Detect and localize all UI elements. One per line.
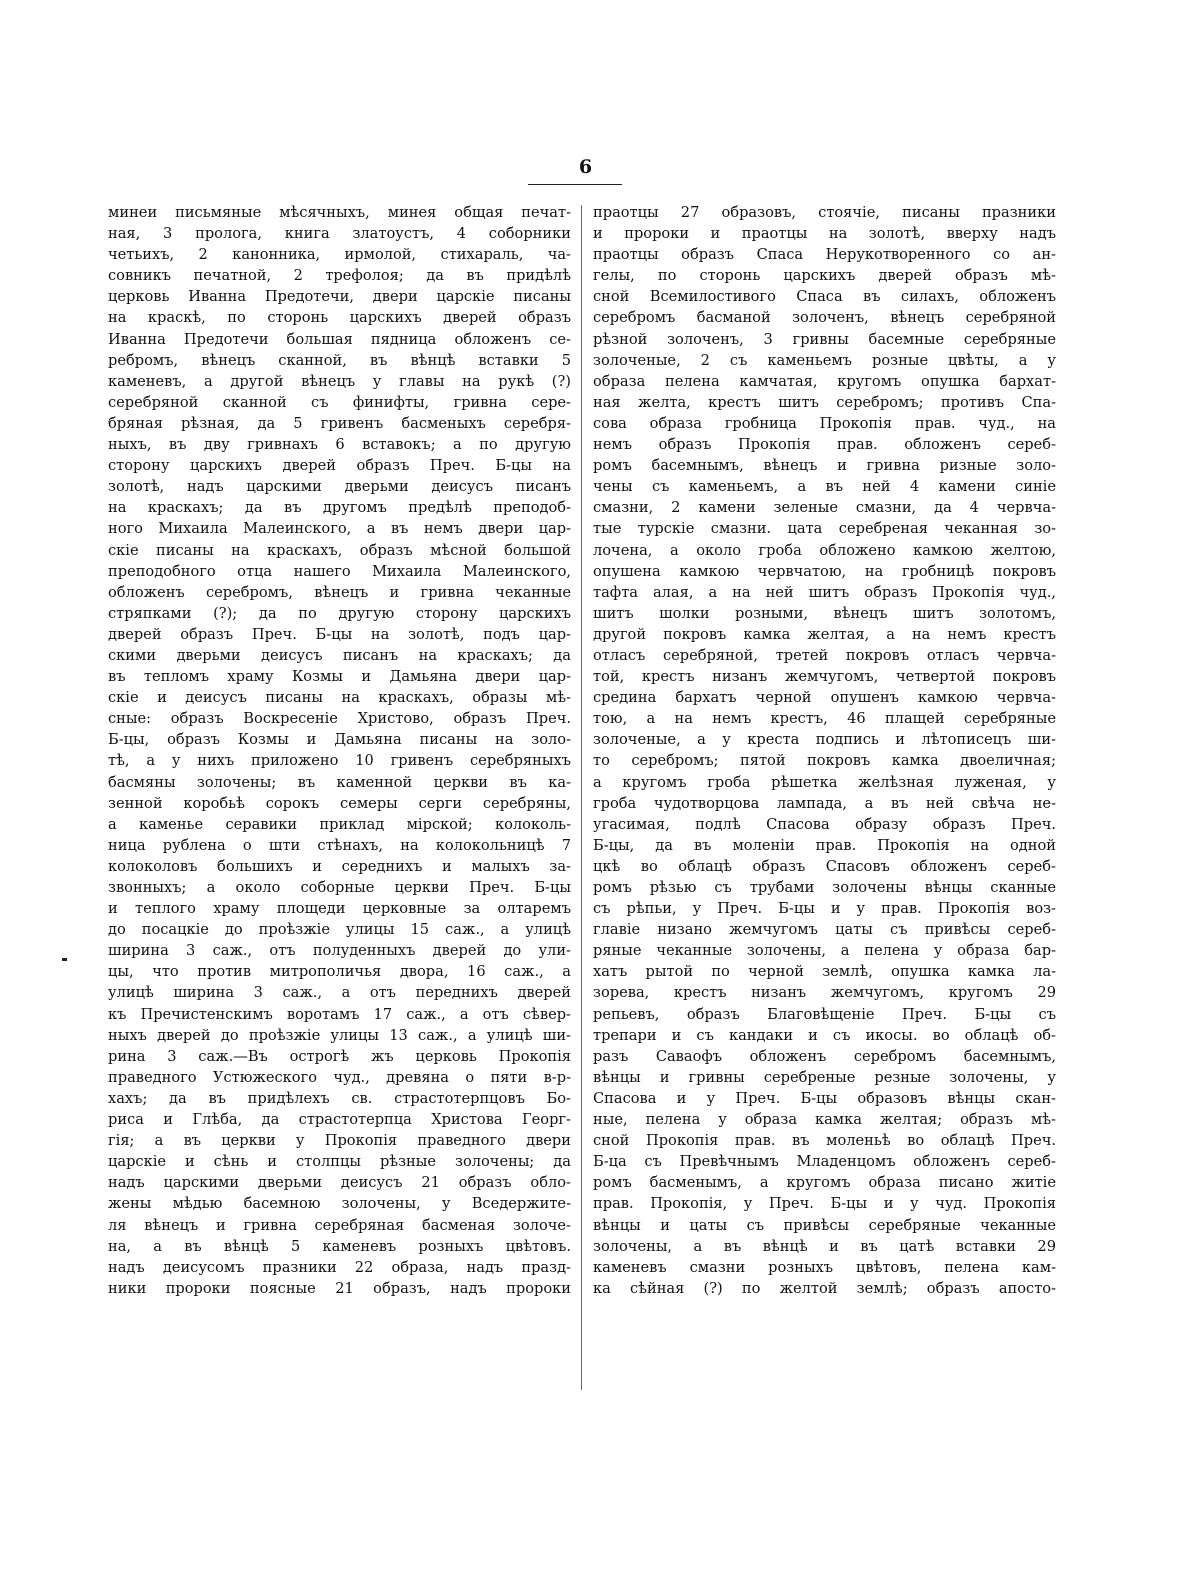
text-line: съ рѣпьи, у Преч. Б-цы и у прав. Прокопія воз- [593,900,1056,918]
left-column [108,202,571,1299]
text-line: тою, а на немъ крестъ, 46 плащей серебряные [593,710,1056,728]
text-line: скіе и деисусъ писаны на краскахъ, образы мѣ- [108,689,571,707]
text-line: а каменье серавики приклад мірской; колоколь- [108,815,571,833]
text-line: звонныхъ; а около соборные церкви Преч. Б-цы [108,879,571,896]
text-line: опушена камкою червчатою, на гробницѣ покровъ [593,562,1056,580]
text-line: басмяны золочены; въ каменной церкви въ ка- [108,773,571,791]
text-line: праотцы 27 образовъ, стоячіе, писаны празники [593,204,1056,221]
text-line: ромъ басемнымъ, вѣнецъ и гривна ризные золо- [593,457,1056,475]
text-line: рина 3 саж.—Въ острогѣ жъ церковь Прокопія [108,1047,571,1065]
text-line: тѣ, а у нихъ приложено 10 гривенъ серебряныхъ [108,752,571,770]
text-line: главіе низано жемчугомъ цаты съ привѣсы сереб- [593,921,1056,939]
text-line: и пророки и праотцы на золотѣ, вверху надъ [593,225,1056,243]
text-line: минеи письмяные мѣсячныхъ, минея общая печат- [108,204,571,221]
text-line: немъ образъ Прокопія прав. обложенъ сереб- [593,436,1056,454]
text-line: и теплого храму площеди церковные за олтаремъ [108,900,571,918]
text-line: бряная рѣзная, да 5 гривенъ басменыхъ серебря- [108,414,571,432]
text-line: каменевъ, а другой вѣнецъ у главы на рукѣ (?) [108,372,571,390]
text-line: разъ Саваофъ обложенъ серебромъ басемнымъ, [593,1047,1056,1065]
text-line: церковь Иванна Предотечи, двери царскіе писаны [108,288,571,306]
text-line: отласъ серебряной, третей покровъ отласъ червча- [593,646,1056,664]
text-line: ширина 3 саж., отъ полуденныхъ дверей до ули- [108,942,571,960]
text-line: къ Пречистенскимъ воротамъ 17 саж., а отъ сѣвер- [108,1005,571,1023]
text-line: репьевъ, образъ Благовѣщеніе Преч. Б-цы съ [593,1005,1056,1023]
text-line: на, а въ вѣнцѣ 5 каменевъ розныхъ цвѣтовъ. [108,1237,571,1255]
text-line: гія; а въ церкви у Прокопія праведного двери [108,1132,571,1150]
text-line: Спасова и у Преч. Б-цы образовъ вѣнцы скан- [593,1089,1056,1107]
text-line: ная, 3 пролога, книга златоустъ, 4 соборники [108,225,571,243]
text-line: риса и Глѣба, да страстотерпца Христова Георг- [108,1111,571,1129]
text-line: преподобного отца нашего Михаила Малеинского, [108,562,571,580]
text-line: хахъ; да въ придѣлехъ св. страстотерпцовъ Бо- [108,1089,571,1107]
text-line: до посацкіе до проѣзжіе улицы 15 саж., а улицѣ [108,921,571,939]
text-line: колоколовъ большихъ и середнихъ и малыхъ за- [108,857,571,875]
text-line: улицѣ ширина 3 саж., а отъ переднихъ дверей [108,984,571,1002]
text-line: ныхъ дверей до проѣзжіе улицы 13 саж., а улицѣ ши- [108,1026,571,1044]
header-rule [528,184,622,185]
text-line: прав. Прокопія, у Преч. Б-цы и у чуд. Прокопія [593,1195,1056,1213]
text-line: лочена, а около гроба обложено камкою желтою, [593,541,1056,559]
column-divider [581,205,582,1390]
text-line: Иванна Предотечи большая пядница обложенъ се- [108,330,571,348]
text-line: въ тепломъ храму Козмы и Дамьяна двери цар- [108,668,571,686]
text-line: Б-цы, да въ моленіи прав. Прокопія на одной [593,836,1056,854]
text-line: трепари и съ кандаки и съ икосы. во облацѣ об- [593,1026,1056,1044]
margin-mark [62,958,67,961]
text-line: жены мѣдью басемною золочены, у Вседержите- [108,1195,571,1213]
text-line: сной Прокопія прав. въ моленьѣ во облацѣ Преч. [593,1132,1056,1150]
text-line: золотѣ, надъ царскими дверьми деисусъ писанъ [108,478,571,496]
text-line: ные, пелена у образа камка желтая; образъ мѣ- [593,1111,1056,1129]
text-line: стряпками (?); да по другую сторону царскихъ [108,604,571,622]
text-line: цкѣ во облацѣ образъ Спасовъ обложенъ сереб- [593,857,1056,875]
text-line: каменевъ смазни розныхъ цвѣтовъ, пелена кам- [593,1258,1056,1276]
text-line: ромъ рѣзью съ трубами золочены вѣнцы сканные [593,879,1056,896]
text-line: золочены, а въ вѣнцѣ и въ цатѣ вставки 29 [593,1237,1056,1255]
text-line: серебромъ басманой золоченъ, вѣнецъ серебряной [593,309,1056,327]
text-line: той, крестъ низанъ жемчугомъ, четвертой покровъ [593,668,1056,686]
page-number-text: 6 [578,156,593,178]
text-line: ныхъ, въ дву гривнахъ 6 вставокъ; а по другую [108,436,571,454]
text-line: образа пелена камчатая, кругомъ опушка бархат- [593,372,1056,390]
text-line: рѣзной золоченъ, 3 гривны басемные серебряные [593,330,1056,348]
text-line: царскіе и сѣнь и столпцы рѣзные золочены; да [108,1153,571,1171]
text-line: четьихъ, 2 канонника, ирмолой, стихараль, ча- [108,246,571,264]
text-line: совникъ печатной, 2 трефолоя; да въ придѣлѣ [108,267,571,285]
text-line: ница рублена о шти стѣнахъ, на колокольницѣ 7 [108,836,571,854]
text-line: угасимая, подлѣ Спасова образу образъ Преч. [593,815,1056,833]
text-line: ряные чеканные золочены, а пелена у образа бар- [593,942,1056,960]
text-line: а кругомъ гроба рѣшетка желѣзная луженая, у [593,773,1056,791]
text-line: скими дверьми деисусъ писанъ на краскахъ; да [108,646,571,664]
right-column [593,202,1056,1299]
text-line: дверей образъ Преч. Б-цы на золотѣ, подъ цар- [108,625,571,643]
text-line: на краскахъ; да въ другомъ предѣлѣ преподоб- [108,499,571,517]
text-line: на краскѣ, по сторонь царскихъ дверей образъ [108,309,571,327]
text-line: тые турскіе смазни. цата серебреная чеканная зо- [593,520,1056,538]
text-line: серебряной сканной съ финифты, гривна сере- [108,393,571,411]
text-line: ребромъ, вѣнецъ сканной, въ вѣнцѣ вставки 5 [108,351,571,369]
text-line: надъ царскими дверьми деисусъ 21 образъ обло- [108,1174,571,1192]
text-line: Б-цы, образъ Козмы и Дамьяна писаны на золо- [108,731,571,749]
text-line: средина бархатъ черной опушенъ камкою червча- [593,689,1056,707]
text-line: тафта алая, а на ней шитъ образъ Прокопія чуд., [593,583,1056,601]
text-line: ного Михаила Малеинского, а въ немъ двери цар- [108,520,571,538]
text-line: цы, что против митрополичья двора, 16 саж., а [108,963,571,981]
text-line: сторону царскихъ дверей образъ Преч. Б-цы на [108,457,571,475]
text-line: зенной коробьѣ сорокъ семеры серги серебряны, [108,794,571,812]
text-line: вѣнцы и гривны серебреные резные золочены, у [593,1068,1056,1086]
text-line: ная желта, крестъ шитъ серебромъ; противъ Спа- [593,393,1056,411]
text-line: другой покровъ камка желтая, а на немъ крестъ [593,625,1056,643]
text-line: золоченые, 2 съ каменьемъ розные цвѣты, а у [593,351,1056,369]
text-line: Б-ца съ Превѣчнымъ Младенцомъ обложенъ сереб- [593,1153,1056,1171]
text-line: праотцы образъ Спаса Нерукотворенного со ан- [593,246,1056,264]
text-line: вѣнцы и цаты съ привѣсы серебряные чеканные [593,1216,1056,1234]
text-line: зорева, крестъ низанъ жемчугомъ, кругомъ 29 [593,984,1056,1002]
text-line: чены съ каменьемъ, а въ ней 4 камени синіе [593,478,1056,496]
text-line: праведного Устюжеского чуд., древяна о пяти в-р- [108,1068,571,1086]
text-line: шитъ шолки розными, вѣнецъ шитъ золотомъ, [593,604,1056,622]
text-line: ромъ басменымъ, а кругомъ образа писано житіе [593,1174,1056,1192]
text-line: гроба чудотворцова лампада, а въ ней свѣча не- [593,794,1056,812]
text-line: сной Всемилостивого Спаса въ силахъ, обложенъ [593,288,1056,306]
text-line: хатъ рытой по черной землѣ, опушка камка ла- [593,963,1056,981]
text-line: сова образа гробница Прокопія прав. чуд., на [593,414,1056,432]
text-line: золоченые, а у креста подпись и лѣтописецъ ши- [593,731,1056,749]
text-line: скіе писаны на краскахъ, образъ мѣсной большой [108,541,571,559]
text-line: надъ деисусомъ празники 22 образа, надъ празд- [108,1258,571,1276]
text-line: то серебромъ; пятой покровъ камка двоеличная; [593,752,1056,770]
page-number [0,156,1191,178]
text-line: обложенъ серебромъ, вѣнецъ и гривна чеканные [108,583,571,601]
text-line: гелы, по сторонь царскихъ дверей образъ мѣ- [593,267,1056,285]
text-line: ники пророки поясные 21 образъ, надъ пророки [108,1279,571,1297]
text-line: ля вѣнецъ и гривна серебряная басменая золоче- [108,1216,571,1234]
text-line: смазни, 2 камени зеленые смазни, да 4 червча- [593,499,1056,517]
text-line: сные: образъ Воскресеніе Христово, образъ Преч. [108,710,571,728]
text-line: ка сѣйная (?) по желтой землѣ; образъ апосто- [593,1279,1056,1297]
